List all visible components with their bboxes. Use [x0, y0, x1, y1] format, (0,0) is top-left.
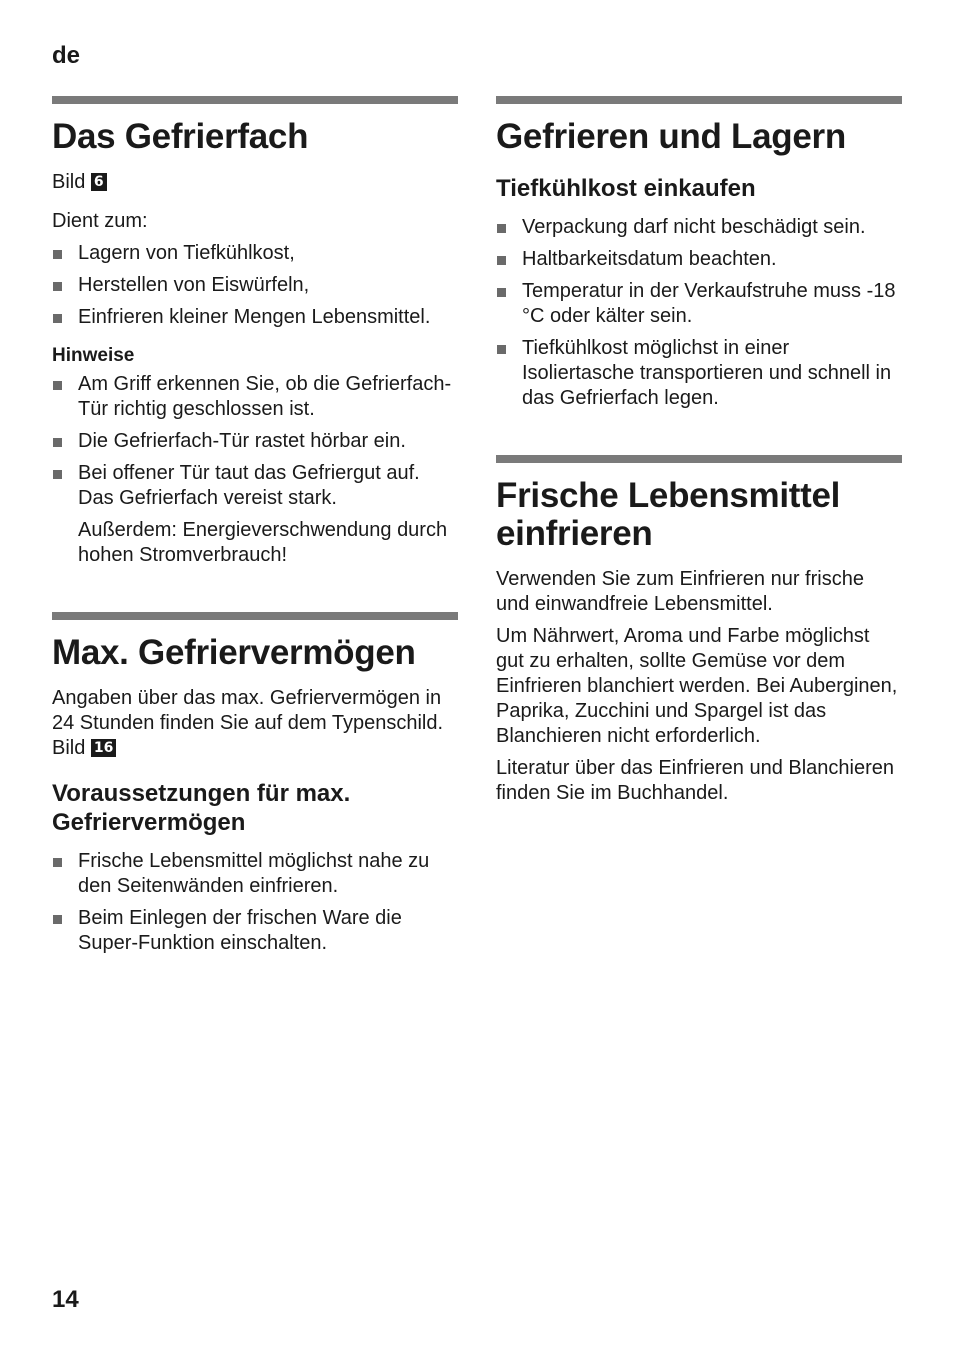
list-item: Am Griff erkennen Sie, ob die Gefrierfach-Tür richtig geschlossen ist. — [52, 372, 458, 422]
section-title: Gefrieren und Lagern — [496, 117, 846, 156]
language-tag: de — [52, 42, 81, 69]
list-item: Tiefkühlkost möglichst in einer Isoliertasche transportieren und schnell in das Gefrierfach legen. — [496, 336, 902, 411]
section-title: Max. Gefriervermögen — [52, 633, 416, 672]
square-bullet-icon — [497, 345, 506, 354]
list-item: Die Gefrierfach-Tür rastet hörbar ein. — [52, 429, 458, 454]
right-column — [496, 96, 902, 850]
section-rule — [52, 612, 458, 620]
list-item: Bei offener Tür taut das Gefriergut auf. Das Gefrierfach vereist stark. — [52, 461, 458, 511]
paragraph: Um Nährwert, Aroma und Farbe möglichst gut zu erhalten, sollte Gemüse vor dem Einfrieren blanchiert werden. Bei Auberginen, Paprika, Zucchini und Spargel ist das Blanchieren nicht erforderlich. — [496, 625, 898, 747]
section-gefrieren-lagern — [496, 96, 902, 411]
usage-list — [52, 241, 458, 330]
square-bullet-icon — [53, 858, 62, 867]
section-title: Das Gefrierfach — [52, 117, 309, 156]
square-bullet-icon — [53, 314, 62, 323]
subsection-title: Tiefkühlkost einkaufen — [496, 175, 756, 202]
list-item: Frische Lebensmittel möglichst nahe zu den Seitenwänden einfrieren. — [52, 849, 458, 899]
shopping-list — [496, 215, 902, 411]
list-item: Einfrieren kleiner Mengen Lebensmittel. — [52, 305, 458, 330]
intro-text: Dient zum: — [52, 210, 148, 232]
figure-label: Bild — [52, 171, 86, 193]
section-rule — [52, 96, 458, 104]
figure-number-badge: 16 — [91, 739, 116, 757]
notes-heading: Hinweise — [52, 345, 135, 366]
paragraph: Literatur über das Einfrieren und Blanchieren finden Sie im Buchhandel. — [496, 757, 895, 804]
section-rule — [496, 96, 902, 104]
square-bullet-icon — [53, 438, 62, 447]
section-frische-lebensmittel — [496, 455, 902, 806]
figure-number-badge: 6 — [91, 173, 107, 191]
section-rule — [496, 455, 902, 463]
left-column — [52, 96, 458, 1000]
square-bullet-icon — [497, 224, 506, 233]
list-item: Verpackung darf nicht beschädigt sein. — [496, 215, 902, 240]
list-item: Lagern von Tiefkühlkost, — [52, 241, 458, 266]
square-bullet-icon — [53, 915, 62, 924]
info-text: Angaben über das max. Gefriervermögen in 24 Stunden finden Sie auf dem Typenschild. Bild 16 — [52, 687, 444, 759]
page-number: 14 — [52, 1286, 79, 1313]
square-bullet-icon — [53, 250, 62, 259]
requirements-list — [52, 849, 458, 956]
section-max-gefriervermoegen — [52, 612, 458, 956]
list-item: Haltbarkeitsdatum beachten. — [496, 247, 902, 272]
square-bullet-icon — [497, 288, 506, 297]
section-title: Frische Lebensmittel einfrieren — [496, 476, 841, 553]
square-bullet-icon — [497, 256, 506, 265]
square-bullet-icon — [53, 470, 62, 479]
figure-reference — [52, 170, 458, 195]
notes-list — [52, 372, 458, 511]
note-extra-text: Außerdem: Energieverschwendung durch hohen Stromverbrauch! — [78, 519, 448, 566]
square-bullet-icon — [53, 282, 62, 291]
list-item: Herstellen von Eiswürfeln, — [52, 273, 458, 298]
paragraph: Verwenden Sie zum Einfrieren nur frische und einwandfreie Lebensmittel. — [496, 568, 864, 615]
subsection-title: Voraussetzungen für max. Gefriervermögen — [52, 780, 351, 836]
list-item: Temperatur in der Verkaufstruhe muss -18 °C oder kälter sein. — [496, 279, 902, 329]
list-item: Beim Einlegen der frischen Ware die Super-Funktion einschalten. — [52, 906, 458, 956]
square-bullet-icon — [53, 381, 62, 390]
section-gefrierfach — [52, 96, 458, 568]
